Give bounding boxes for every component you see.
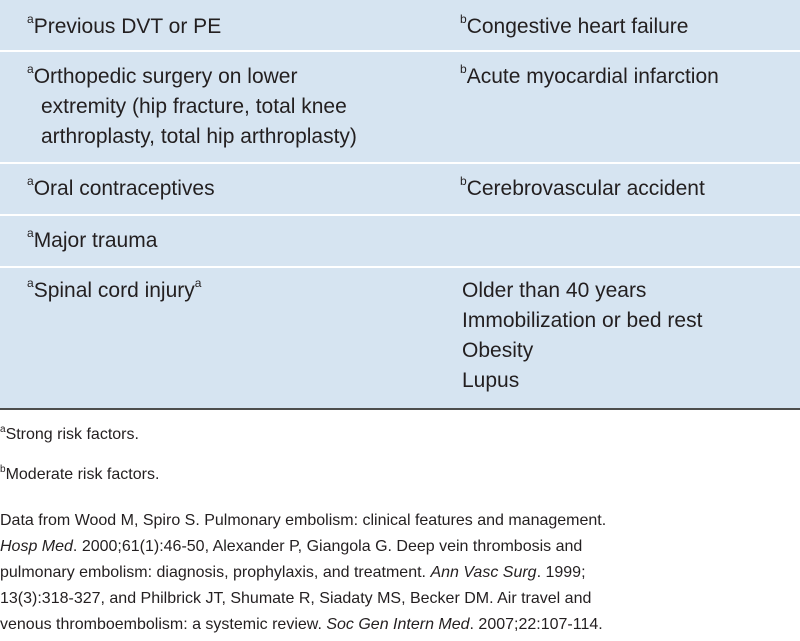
right-cell: Older than 40 years Immobilization or bed rest Obesity Lupus (462, 279, 703, 392)
source-citation: Data from Wood M, Spiro S. Pulmonary embolism: clinical features and management. Hosp Med. 2000;61(1):46-50, Alexander P, Giangola G. Deep vein thrombosis and pulmonary embolism: diagnosis, prophylaxis, and treatment. Ann Vasc Surg. 1999; 13(3):318-327, and Philbrick JT, Shumate R, Siadaty MS, Becker DM. Air travel and venous thromboembolism: a systemic review. Soc Gen Intern Med. 2007;22:107-114. (0, 512, 607, 633)
right-cell: $^b$Congestive heart failure (460, 12, 689, 38)
footnote-strong: $^a$Strong risk factors. (0, 423, 139, 443)
footnote-moderate: $^b$Moderate risk factors. (0, 463, 160, 483)
table-row (0, 268, 800, 408)
left-cell: $^a$Previous DVT or PE (27, 12, 222, 38)
left-cell: $^a$Oral contraceptives (27, 174, 215, 200)
table-row (0, 0, 800, 50)
table-row (0, 164, 800, 214)
right-cell: $^b$Cerebrovascular accident (460, 174, 705, 200)
left-cell: $^a$Spinal cord injury$^a$ (27, 276, 202, 302)
right-cell: $^b$Acute myocardial infarction (460, 62, 719, 88)
table-row (0, 52, 800, 162)
table-bottom-rule (0, 408, 800, 410)
left-cell: $^a$Major trauma (27, 226, 158, 252)
table-row (0, 216, 800, 266)
left-cell: $^a$Orthopedic surgery on lower extremity (hip fracture, total knee arthroplasty, total hip arthroplasty) (27, 62, 357, 148)
